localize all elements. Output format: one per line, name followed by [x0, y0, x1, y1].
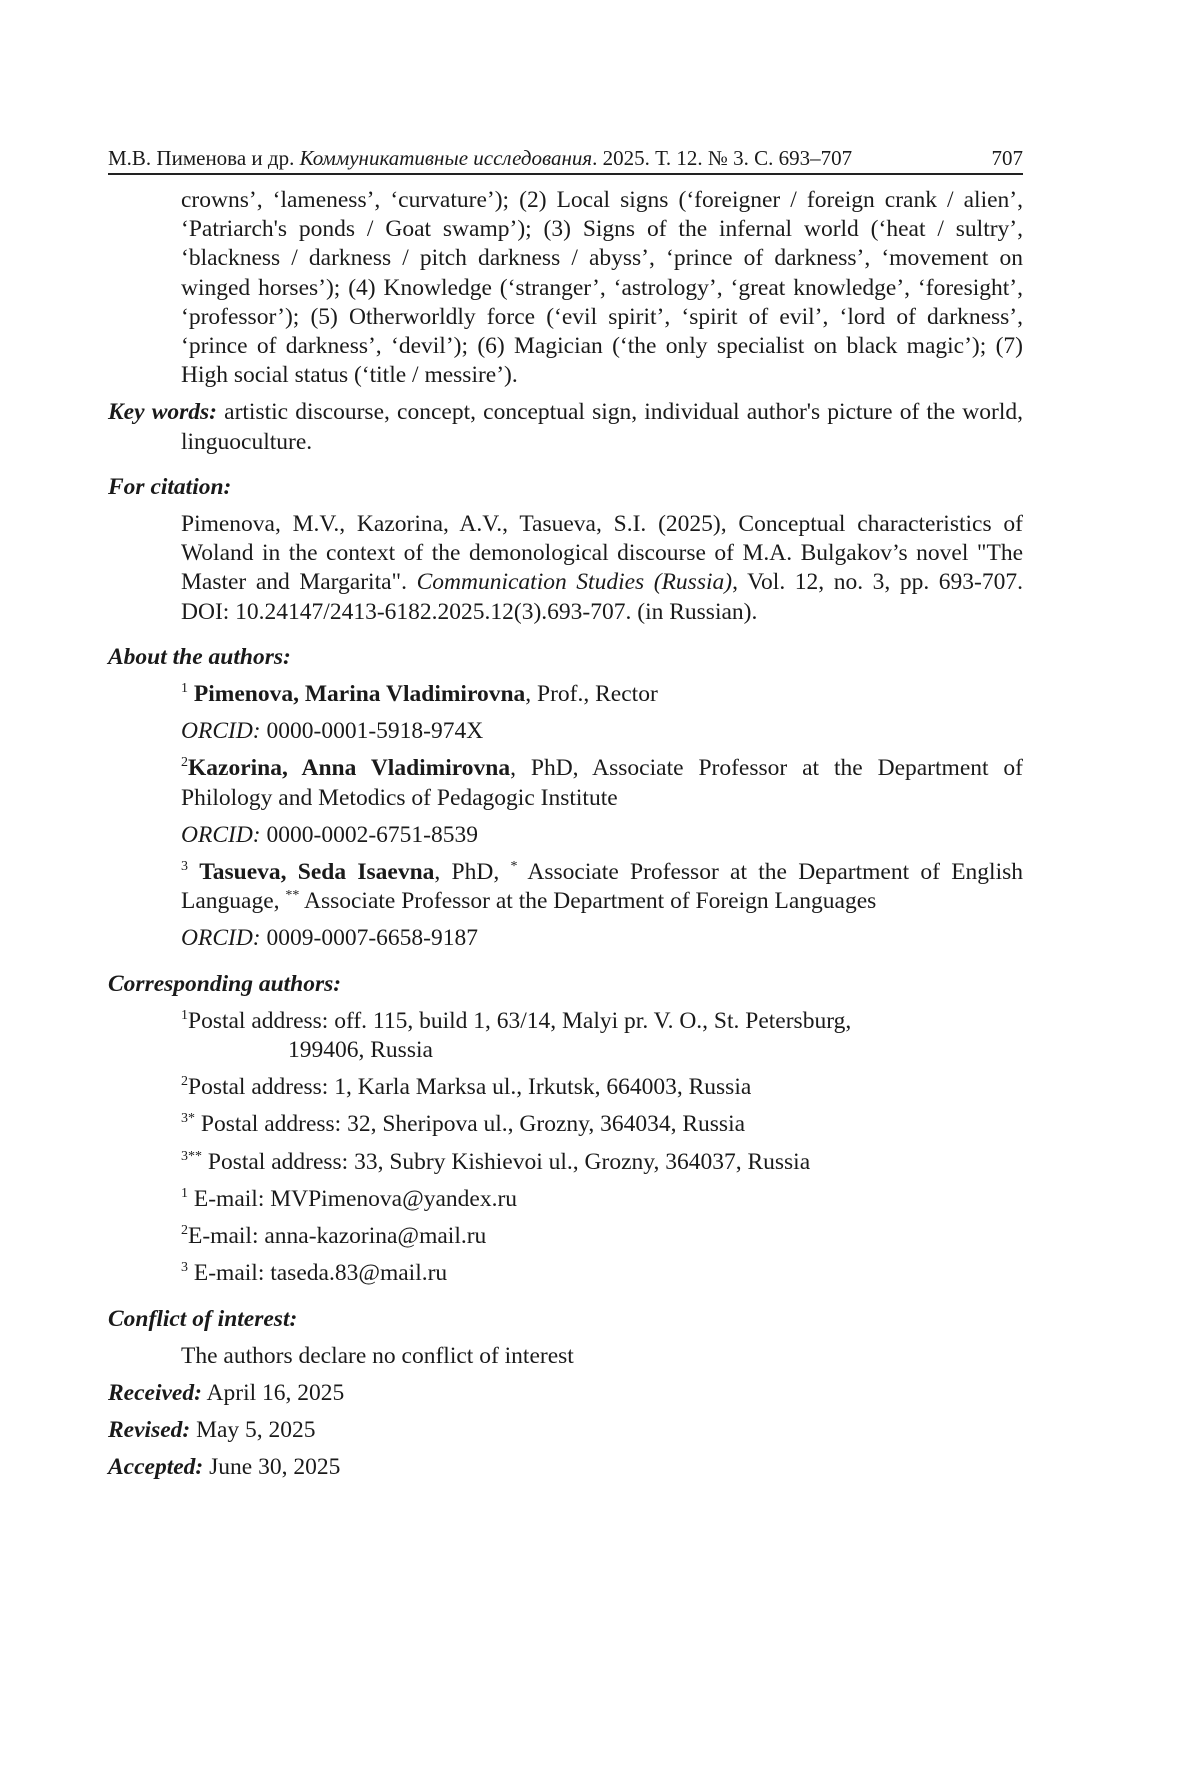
orcid-label: ORCID:	[181, 718, 261, 745]
email-1	[181, 1185, 1023, 1214]
accepted-line	[108, 1453, 1023, 1482]
received-label: Received:	[108, 1379, 202, 1406]
corresponding-heading: Corresponding authors:	[108, 970, 342, 997]
page-number: 707	[991, 146, 1023, 170]
address-1-line2: 199406, Russia	[288, 1037, 433, 1064]
address-1-line1: Postal address: off. 115, build 1, 63/14, Malyi pr. V. O., St. Petersburg,	[188, 1007, 852, 1034]
author-3-sup-a: *	[510, 859, 518, 875]
header-rule	[108, 173, 1023, 175]
email-3-text: E-mail: taseda.83@mail.ru	[193, 1260, 448, 1287]
author-2-orcid	[181, 821, 1023, 850]
address-2-sup: 2	[181, 1074, 188, 1090]
running-head-journal: Коммуникативные исследования	[299, 146, 593, 170]
citation-text	[181, 510, 1023, 627]
citation-text-a: Pimenova, M.V., Kazorina, A.V., Tasueva, S.I. (2025), Conceptual characteristics of Woland in the context of the demonological discourse of M.A. Bulgakov’s novel "The Master and Margarita".	[181, 511, 1023, 596]
email-2-sup: 2	[181, 1223, 188, 1239]
author-1-position: , Prof., Rector	[525, 681, 658, 708]
running-head-authors: М.В. Пименова и др.	[108, 146, 295, 170]
revised-date: May 5, 2025	[196, 1417, 316, 1444]
address-4-sup: 3**	[181, 1148, 202, 1164]
citation-heading: For citation:	[108, 473, 232, 500]
address-2	[181, 1073, 1023, 1102]
accepted-label: Accepted:	[108, 1454, 204, 1481]
author-3-orcid-value: 0009-0007-6658-9187	[266, 925, 478, 952]
author-1-orcid-value: 0000-0001-5918-974X	[266, 718, 484, 745]
address-1-sup: 1	[181, 1007, 188, 1023]
keywords-text: artistic discourse, concept, conceptual sign, individual author's picture of the world, linguoculture.	[181, 399, 1023, 455]
accepted-date: June 30, 2025	[209, 1454, 341, 1481]
address-4	[181, 1148, 1023, 1177]
revised-label: Revised:	[108, 1417, 191, 1444]
address-2-text: Postal address: 1, Karla Marksa ul., Irkutsk, 664003, Russia	[188, 1074, 752, 1101]
citation-text-b: , Vol. 12, no. 3, pp. 693-707. DOI: 10.24147/2413-6182.2025.12(3).693-707. (in Russian).	[181, 569, 1023, 625]
received-date: April 16, 2025	[206, 1379, 345, 1406]
orcid-label: ORCID:	[181, 925, 261, 952]
about-heading: About the authors:	[108, 643, 291, 670]
email-3-sup: 3	[181, 1260, 188, 1276]
keywords-label: Key words:	[108, 399, 217, 426]
email-1-text: E-mail: MVPimenova@yandex.ru	[193, 1185, 518, 1212]
author-2-name: Kazorina, Anna Vladimirovna	[188, 755, 511, 782]
author-2-orcid-value: 0000-0002-6751-8539	[266, 821, 478, 848]
keywords-paragraph	[108, 398, 1023, 456]
author-3-position-c: Associate Professor at the Department of Foreign Languages	[299, 888, 877, 915]
running-head-issue: . 2025. Т. 12. № 3. С. 693–707	[592, 146, 853, 170]
author-2	[181, 754, 1023, 812]
author-3-position-b: Associate Professor at the Department of English Language,	[181, 859, 1024, 915]
address-3	[181, 1110, 1023, 1139]
page-content	[108, 186, 1023, 1483]
author-3	[181, 858, 1023, 916]
running-head	[108, 144, 1023, 174]
conflict-text: The authors declare no conflict of interest	[181, 1342, 574, 1369]
email-2	[181, 1222, 1023, 1251]
author-1	[181, 680, 1023, 709]
citation-journal: Communication Studies (Russia)	[416, 569, 733, 596]
author-3-sup-b: **	[285, 888, 300, 904]
revised-line	[108, 1416, 1023, 1445]
address-3-sup: 3*	[181, 1111, 195, 1127]
author-3-position-a: , PhD,	[434, 859, 511, 886]
address-3-text: Postal address: 32, Sheripova ul., Grozny, 364034, Russia	[200, 1111, 746, 1138]
running-head-citation	[108, 144, 852, 172]
author-3-sup: 3	[181, 859, 188, 875]
address-1	[181, 1007, 1023, 1036]
author-3-orcid	[181, 924, 1023, 953]
conflict-heading: Conflict of interest:	[108, 1305, 298, 1332]
email-3	[181, 1259, 1023, 1288]
author-1-orcid	[181, 717, 1023, 746]
author-1-sup: 1	[181, 681, 188, 697]
author-2-position: , PhD, Associate Professor at the Department of Philology and Metodics of Pedagogic Institute	[181, 755, 1024, 811]
author-1-name: Pimenova, Marina Vladimirovna	[193, 681, 526, 708]
author-3-name: Tasueva, Seda Isaevna	[199, 859, 435, 886]
email-2-text: E-mail: anna-kazorina@mail.ru	[188, 1223, 487, 1250]
email-1-sup: 1	[181, 1185, 188, 1201]
author-2-sup: 2	[181, 755, 188, 771]
address-4-text: Postal address: 33, Subry Kishievoi ul., Grozny, 364037, Russia	[207, 1148, 811, 1175]
received-line	[108, 1379, 1023, 1408]
orcid-label: ORCID:	[181, 821, 261, 848]
abstract-continuation: crowns’, ‘lameness’, ‘curvature’); (2) Local signs (‘foreigner / foreign crank / alien’, ‘Patriarch's ponds / Goat swamp’); (3) Signs of the infernal world (‘heat / sultry’, ‘blackness / darkness / pitch darkness / abyss’, ‘prince of darkness’, ‘movement on winged horses’); (4) Knowledge (‘stranger’, ‘astrology’, ‘great knowledge’, ‘foresight’, ‘professor’); (5) Otherworldly force (‘evil spirit’, ‘spirit of evil’, ‘lord of darkness’, ‘prince of darkness’, ‘devil’); (6) Magician (‘the only specialist on black magic’); (7) High social status (‘title / messire’).	[181, 187, 1023, 389]
